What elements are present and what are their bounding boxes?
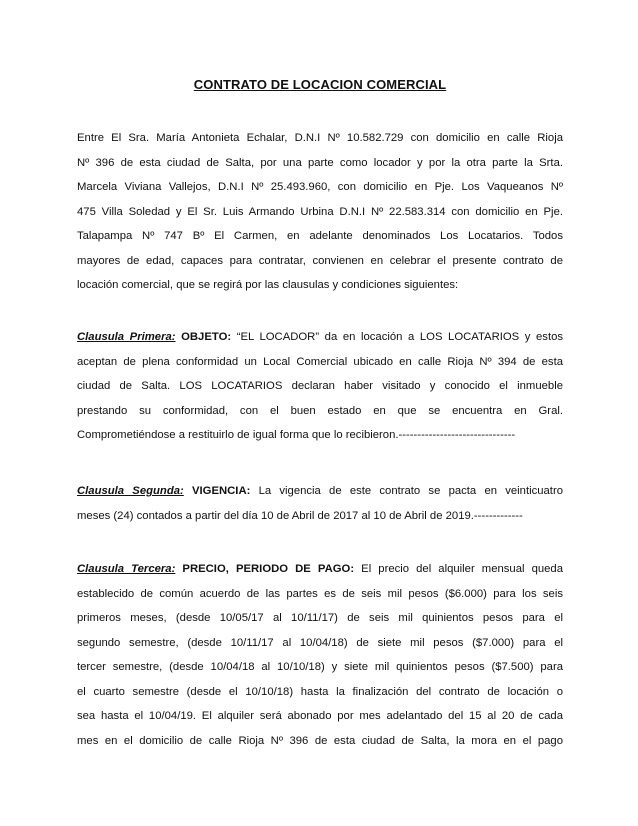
intro-line: mayores de edad, capaces para contratar, convienen en celebrar el presente contrato de: [77, 254, 563, 267]
clause-line: prestando su conformidad, con el buen estado en que se encuentra en Gral.: [77, 404, 563, 417]
clause-line: meses (24) contados a partir del día 10 de Abril de 2017 al 10 de Abril de 2019.-------------: [77, 509, 523, 522]
intro-line: locación comercial, que se regirá por las clausulas y condiciones siguientes:: [77, 279, 459, 291]
clause-first-line: [77, 325, 563, 350]
clause-line: Comprometiéndose a restituirlo de igual forma que lo recibieron.-------------------------------: [77, 429, 516, 441]
clause-heading: OBJETO:: [181, 331, 232, 343]
clause-primera: [77, 325, 563, 448]
clause-label: Clausula Tercera:: [77, 563, 176, 575]
intro-line: Talapampa Nº 747 Bº El Carmen, en adelante denominados Los Locatarios. Todos: [77, 230, 563, 242]
clause-tercera: [77, 557, 563, 753]
document-title: CONTRATO DE LOCACION COMERCIAL: [193, 77, 447, 92]
clause-line: ciudad de Salta. LOS LOCATARIOS declaran haber visitado y conocido el inmueble: [77, 380, 563, 392]
clause-first-line: [77, 479, 563, 504]
clause-line: segundo semestre, (desde 10/11/17 al 10/04/18) de siete mil pesos ($7.000) para el: [77, 636, 563, 649]
document-page: [77, 0, 563, 826]
clause-text: La vigencia de este contrato se pacta en veinticuatro: [258, 485, 563, 497]
clause-line: el cuarto semestre (desde el 10/10/18) hasta la finalización del contrato de locación o: [77, 685, 563, 698]
clause-line: tercer semestre, (desde 10/04/18 al 10/10/18) y siete mil quinientos pesos ($7.500) para: [77, 661, 563, 673]
intro-line: Marcela Viviana Vallejos, D.N.I Nº 25.493.960, con domicilio en Pje. Los Vaqueanos Nº: [77, 181, 563, 193]
clause-line: aceptan de plena conformidad un Local Comercial ubicado en calle Rioja Nº 394 de esta: [77, 355, 563, 368]
clause-first-line: [77, 557, 563, 582]
clause-label: Clausula Primera:: [77, 331, 176, 343]
clause-line: establecido de común acuerdo de las partes es de seis mil pesos ($6.000) para los seis: [77, 587, 563, 600]
clause-label: Clausula Segunda:: [77, 485, 184, 497]
clause-text: “EL LOCADOR” da en locación a LOS LOCATARIOS y estos: [236, 331, 564, 343]
clause-heading: VIGENCIA:: [192, 485, 251, 497]
intro-line: Entre El Sra. María Antonieta Echalar, D.N.I Nº 10.582.729 con domicilio en calle Rioja: [77, 132, 563, 144]
intro-line: Nº 396 de esta ciudad de Salta, por una parte como locador y por la otra parte la Srta.: [77, 156, 563, 169]
clause-heading: PRECIO, PERIODO DE PAGO:: [182, 563, 355, 575]
clause-segunda: [77, 479, 563, 528]
intro-paragraph: [77, 126, 563, 298]
clause-line: mes en el domicilio de calle Rioja Nº 396 de esta ciudad de Salta, la mora en el pago: [77, 734, 563, 747]
intro-line: 475 Villa Soledad y El Sr. Luis Armando Urbina D.N.I Nº 22.583.314 con domicilio en Pje.: [77, 205, 563, 218]
clause-text: El precio del alquiler mensual queda: [361, 563, 563, 575]
clause-line: sea hasta el 10/04/19. El alquiler será abonado por mes adelantado del 15 al 20 de cada: [77, 710, 563, 722]
clause-line: primeros meses, (desde 10/05/17 al 10/11/17) de seis mil quinientos pesos para el: [77, 612, 563, 624]
